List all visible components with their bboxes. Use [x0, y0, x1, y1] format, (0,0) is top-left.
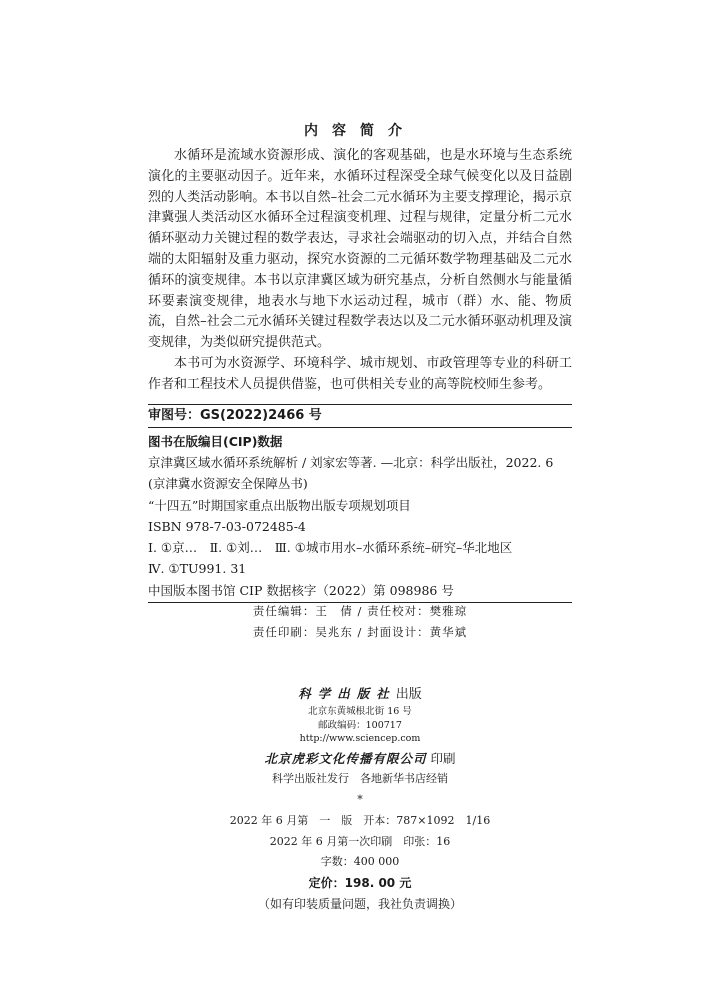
cip-line-series: (京津冀水资源安全保障丛书)	[148, 476, 308, 492]
summary-paragraph-2: 本书可为水资源学、环境科学、城市规划、市政管理等专业的科研工作者和工程技术人员提供借鉴，也可供相关专业的高等院校师生参考。	[148, 355, 572, 392]
cip-block	[148, 404, 572, 603]
price: 定价：198. 00 元	[308, 875, 412, 890]
distribution-line: 科学出版社发行 各地新华书店经销	[272, 771, 448, 785]
imprint	[0, 684, 720, 915]
printer-name: 北京虎彩文化传播有限公司	[264, 750, 427, 766]
map-audit-number: 审图号：GS(2022)2466 号	[148, 408, 322, 423]
publisher-suffix: 出版	[395, 687, 422, 702]
summary-title: 内容简介	[304, 123, 416, 139]
cip-audit-rule	[148, 427, 572, 428]
publisher-line	[0, 684, 720, 705]
publisher-address: 北京东黄城根北街 16 号	[308, 706, 412, 717]
printing-line: 2022 年 6 月第一次印刷 印张：16	[269, 834, 451, 848]
publisher-name: 科学出版社	[298, 686, 396, 701]
summary-body	[148, 146, 572, 396]
publisher-url: http://www.sciencep.com	[299, 733, 421, 744]
printer-line	[0, 749, 720, 769]
credits	[0, 601, 720, 643]
cip-line-title: 京津冀区域水循环系统解析 / 刘家宏等著. —北京：科学出版社，2022. 6	[148, 455, 554, 470]
separator-star: *	[357, 793, 363, 806]
cip-line-classification: Ⅳ. ①TU991. 31	[148, 561, 247, 577]
cip-line-project: “十四五”时期国家重点出版物出版专项规划项目	[148, 497, 411, 513]
edition-line: 2022 年 6 月第 一 版 开本：787×1092 1/16	[229, 814, 491, 827]
publisher-postcode: 邮政编码：100717	[318, 719, 402, 731]
cip-line-subjects: Ⅰ. ①京… Ⅱ. ①刘… Ⅲ. ①城市用水–水循环系统–研究–华北地区	[148, 540, 513, 556]
cip-core-number: 中国版本图书馆 CIP 数据核字（2022）第 098986 号	[148, 582, 454, 598]
credit-line-editors: 责任编辑：王 倩 / 责任校对：樊雅琼	[252, 604, 468, 618]
word-count: 字数：400 000	[320, 855, 400, 868]
printer-suffix: 印刷	[430, 750, 456, 766]
cip-heading: 图书在版编目(CIP)数据	[148, 434, 283, 449]
quality-note: （如有印装质量问题，我社负责调换）	[257, 896, 462, 911]
summary-paragraph-1: 水循环是流域水资源形成、演化的客观基础，也是水环境与生态系统演化的主要驱动因子。近年来，水循环过程深受全球气候变化以及日益剧烈的人类活动影响。本书以自然–社会二元水循环为主要支撑理论，揭示京津冀强人类活动区水循环全过程演变机理、过程与规律，定量分析二元水循环驱动力关键过程的数学表达，寻求社会端驱动的切入点，并结合自然端的太阳辐射及重力驱动，探究水资源的二元循环数学物理基础及二元水循环的演变规律。本书以京津冀区域为研究基点，分析自然侧水与能量循环要素演变规律，地表水与地下水运动过程，城市（群）水、能、物质流，自然–社会二元水循环关键过程数学表达以及二元水循环驱动机理及演变规律，为类似研究提供范式。	[148, 148, 572, 351]
cip-line-isbn: ISBN 978-7-03-072485-4	[148, 518, 306, 534]
credit-line-printing-design: 责任印刷：吴兆东 / 封面设计：黄华斌	[252, 625, 468, 639]
